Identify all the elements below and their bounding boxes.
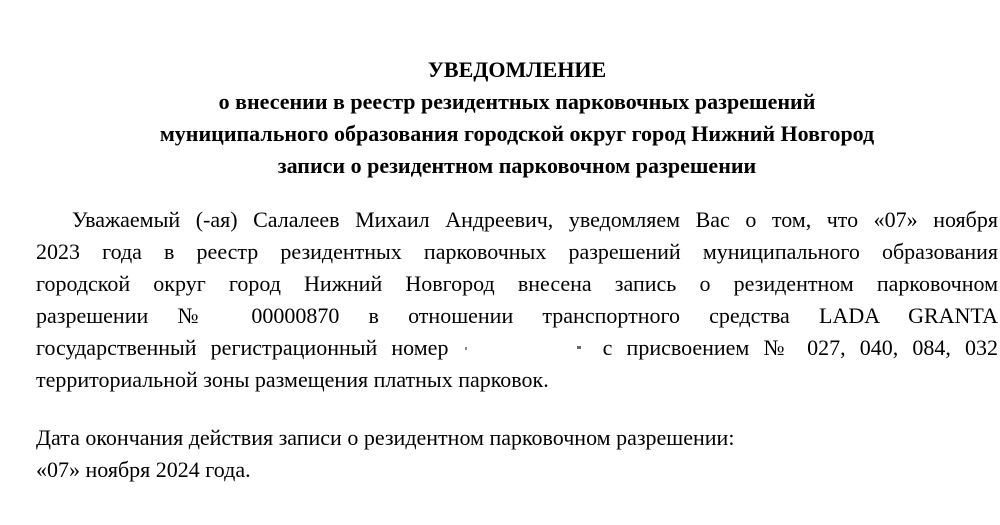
body-line-3: городской округ город Нижний Новгород внесена запись о резидентном парковочном: [36, 271, 998, 296]
registration-number-label: государственный регистрационный номер: [36, 335, 449, 360]
redacted-registration-number: [463, 338, 589, 358]
heading-subtitle-line-2: муниципального образования городской округ город Нижний Новгород: [159, 121, 875, 146]
expiry-date: «07» ноября 2024 года.: [36, 457, 251, 482]
body-line-1: Уважаемый (-ая) Салалеев Михаил Андреевич, уведомляем Вас о том, что «07» ноября: [72, 207, 998, 232]
body-line-4: разрешении № 00000870 в отношении транспортного средства LADA GRANTA: [36, 303, 998, 328]
notification-document: [36, 54, 998, 486]
notification-body: [36, 204, 998, 396]
document-heading: [36, 54, 998, 182]
heading-subtitle-line-3: записи о резидентном парковочном разрешении: [277, 153, 757, 178]
heading-subtitle-line-1: о внесении в реестр резидентных парковочных разрешений: [218, 89, 816, 114]
body-line-2: 2023 года в реестр резидентных парковочных разрешений муниципального образования: [36, 239, 998, 264]
expiry-label: Дата окончания действия записи о резидентном парковочном разрешении:: [36, 425, 735, 450]
expiry-section: [36, 422, 998, 486]
heading-title: УВЕДОМЛЕНИЕ: [427, 57, 607, 82]
zone-assignment-text: с присвоением № 027, 040, 084, 032: [602, 335, 998, 360]
body-line-5: [36, 332, 998, 364]
body-line-6: территориальной зоны размещения платных парковок.: [36, 367, 549, 392]
